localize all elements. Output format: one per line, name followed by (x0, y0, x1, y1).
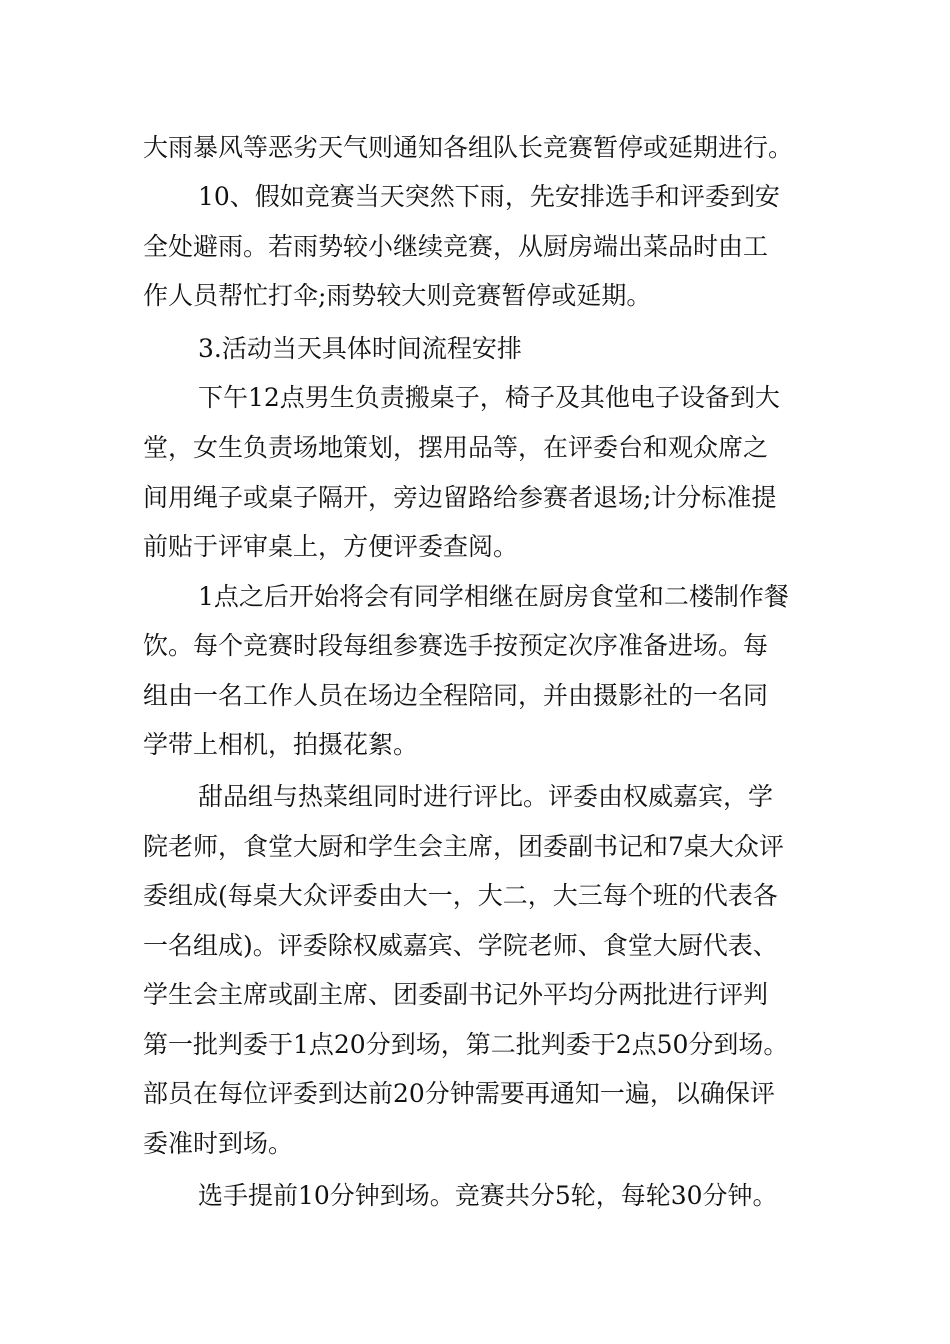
text-line: 选手提前10分钟到场。竞赛共分5轮，每轮30分钟。 (198, 1181, 778, 1210)
text-line: 委准时到场。 (143, 1129, 294, 1158)
text-line: 全处避雨。若雨势较小继续竞赛，从厨房端出菜品时由工 (143, 232, 769, 261)
text-line: 学生会主席或副主席、团委副书记外平均分两批进行评判 (143, 980, 769, 1009)
text-line: 委组成(每桌大众评委由大一，大二，大三每个班的代表各 (143, 881, 778, 910)
text-line: 部员在每位评委到达前20分钟需要再通知一遍，以确保评 (143, 1079, 775, 1108)
text-line: 学带上相机，拍摄花絮。 (143, 730, 419, 759)
text-line: 间用绳子或桌子隔开，旁边留路给参赛者退场;计分标准提 (143, 483, 777, 512)
text-line: 组由一名工作人员在场边全程陪同，并由摄影社的一名同 (143, 681, 769, 710)
text-line: 堂，女生负责场地策划，摆用品等，在评委台和观众席之 (143, 433, 769, 462)
text-line: 10、假如竞赛当天突然下雨，先安排选手和评委到安 (198, 182, 780, 211)
text-line: 院老师，食堂大厨和学生会主席，团委副书记和7桌大众评 (143, 832, 784, 861)
text-line: 甜品组与热菜组同时进行评比。评委由权威嘉宾，学 (198, 782, 774, 811)
text-line: 作人员帮忙打伞;雨势较大则竞赛暂停或延期。 (143, 281, 652, 310)
text-line: 1点之后开始将会有同学相继在厨房食堂和二楼制作餐 (198, 582, 789, 611)
text-line: 大雨暴风等恶劣天气则通知各组队长竞赛暂停或延期进行。 (143, 133, 794, 162)
text-line: 下午12点男生负责搬桌子，椅子及其他电子设备到大 (198, 383, 780, 412)
text-line: 前贴于评审桌上，方便评委查阅。 (143, 532, 519, 561)
text-line: 第一批判委于1点20分到场，第二批判委于2点50分到场。 (143, 1030, 789, 1059)
section-heading: 3.活动当天具体时间流程安排 (198, 334, 522, 363)
text-line: 饮。每个竞赛时段每组参赛选手按预定次序准备进场。每 (143, 631, 769, 660)
text-line: 一名组成)。评委除权威嘉宾、学院老师、食堂大厨代表、 (143, 931, 778, 960)
